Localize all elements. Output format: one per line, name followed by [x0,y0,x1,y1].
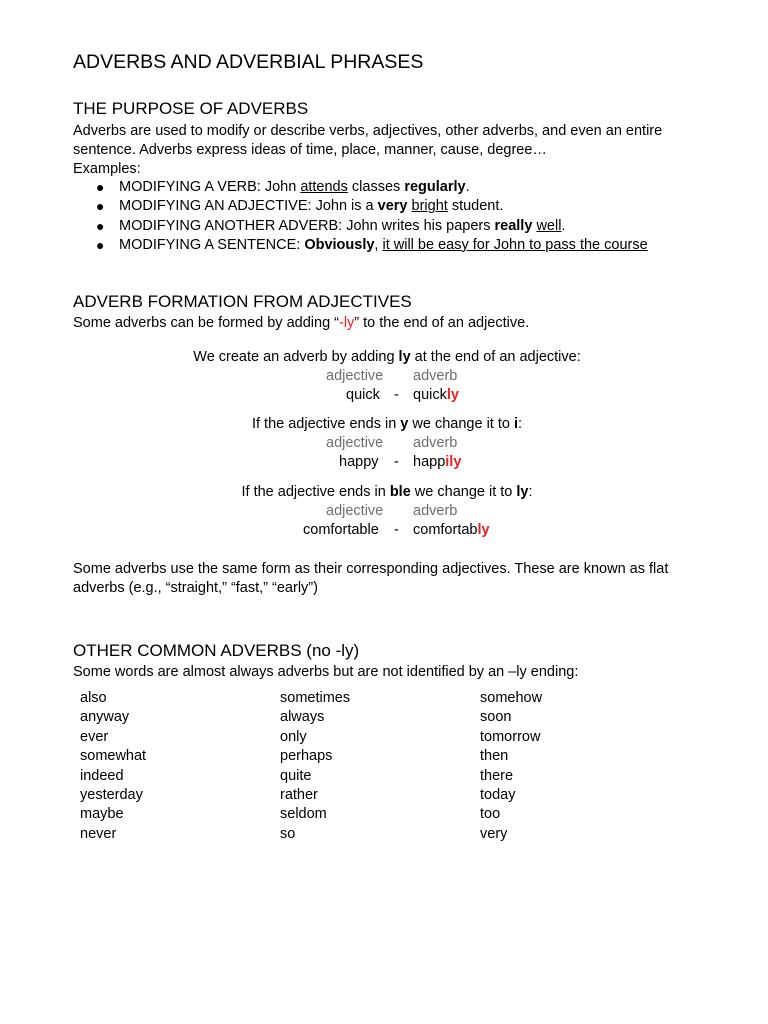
common-heading: OTHER COMMON ADVERBS (no -ly) [73,641,360,660]
example-adverb: comfortably [413,522,490,538]
list-item: also [80,690,107,706]
purpose-heading: THE PURPOSE OF ADVERBS [73,99,309,118]
rule-add-ly: We create an adverb by adding ly at the end of an adjective: [193,349,581,365]
list-item: somewhat [80,748,147,765]
bullet-icon: ● [96,236,105,253]
dash: - [394,387,399,403]
flat-adverbs-line-1: Some adverbs use the same form as their corresponding adjectives. These are known as flat [73,561,669,577]
list-item: seldom [280,806,327,823]
list-item: only [280,728,307,745]
list-item: there [480,767,514,784]
list-item: very [480,825,508,842]
list-item: then [480,748,509,765]
adverb-column-3 [480,689,542,844]
list-item: maybe [80,806,124,823]
example-adverb: quickly [413,387,459,403]
list-item: sometimes [280,690,351,706]
rule-ble-to-ly: If the adjective ends in ble we change it to ly: [241,484,533,500]
list-item: ever [80,728,109,745]
purpose-intro-line-2: sentence. Adverbs express ideas of time, place, manner, cause, degree… [73,142,547,158]
list-item: always [280,709,325,726]
example-modifying-adverb: ● MODIFYING ANOTHER ADVERB: John writes his papers really well. [73,217,648,236]
examples-label: Examples: [73,161,141,177]
example-adjective: comfortable [303,522,379,538]
list-item: yesterday [80,787,143,804]
adjective-label: adjective [326,368,384,384]
dash: - [394,522,399,538]
examples-list [73,178,648,255]
bullet-icon: ● [96,179,105,195]
adverb-column-1 [80,689,146,844]
document-title: ADVERBS AND ADVERBIAL PHRASES [73,51,424,73]
flat-adverbs-line-2: adverbs (e.g., “straight,” “fast,” “early”) [73,580,318,596]
bullet-icon: ● [96,198,105,215]
list-item: tomorrow [480,728,541,745]
list-item: never [80,825,117,842]
list-item: quite [280,767,312,784]
rule-y-to-i: If the adjective ends in y we change it to i: [251,416,523,432]
adverb-label: adverb [413,368,458,384]
list-item: today [480,787,516,804]
list-item: rather [280,787,318,804]
adverb-column-2 [280,689,350,844]
formation-intro: Some adverbs can be formed by adding “-ly” to the end of an adjective. [73,315,530,331]
adverb-label: adverb [413,435,458,451]
adjective-label: adjective [326,435,384,451]
list-item: somehow [480,690,543,706]
list-item: indeed [80,767,124,784]
example-adjective: happy [339,454,379,470]
list-item: soon [480,709,512,726]
list-item: too [480,806,501,823]
example-modifying-verb: ● MODIFYING A VERB: John attends classes regularly. [73,178,648,197]
list-item: so [280,825,296,842]
adjective-label: adjective [326,503,384,519]
example-modifying-sentence: ● MODIFYING A SENTENCE: Obviously, it will be easy for John to pass the course [73,236,648,255]
dash: - [394,454,399,470]
common-intro: Some words are almost always adverbs but are not identified by an –ly ending: [73,664,579,680]
formation-heading: ADVERB FORMATION FROM ADJECTIVES [73,292,412,311]
example-adjective: quick [346,387,380,403]
adverb-label: adverb [413,503,458,519]
purpose-intro-line-1: Adverbs are used to modify or describe verbs, adjectives, other adverbs, and even an entire [73,123,663,139]
example-adverb: happily [413,454,462,470]
list-item: perhaps [280,748,333,765]
list-item: anyway [80,709,130,726]
example-modifying-adjective: ● MODIFYING AN ADJECTIVE: John is a very bright student. [73,197,648,216]
bullet-icon: ● [96,217,105,234]
